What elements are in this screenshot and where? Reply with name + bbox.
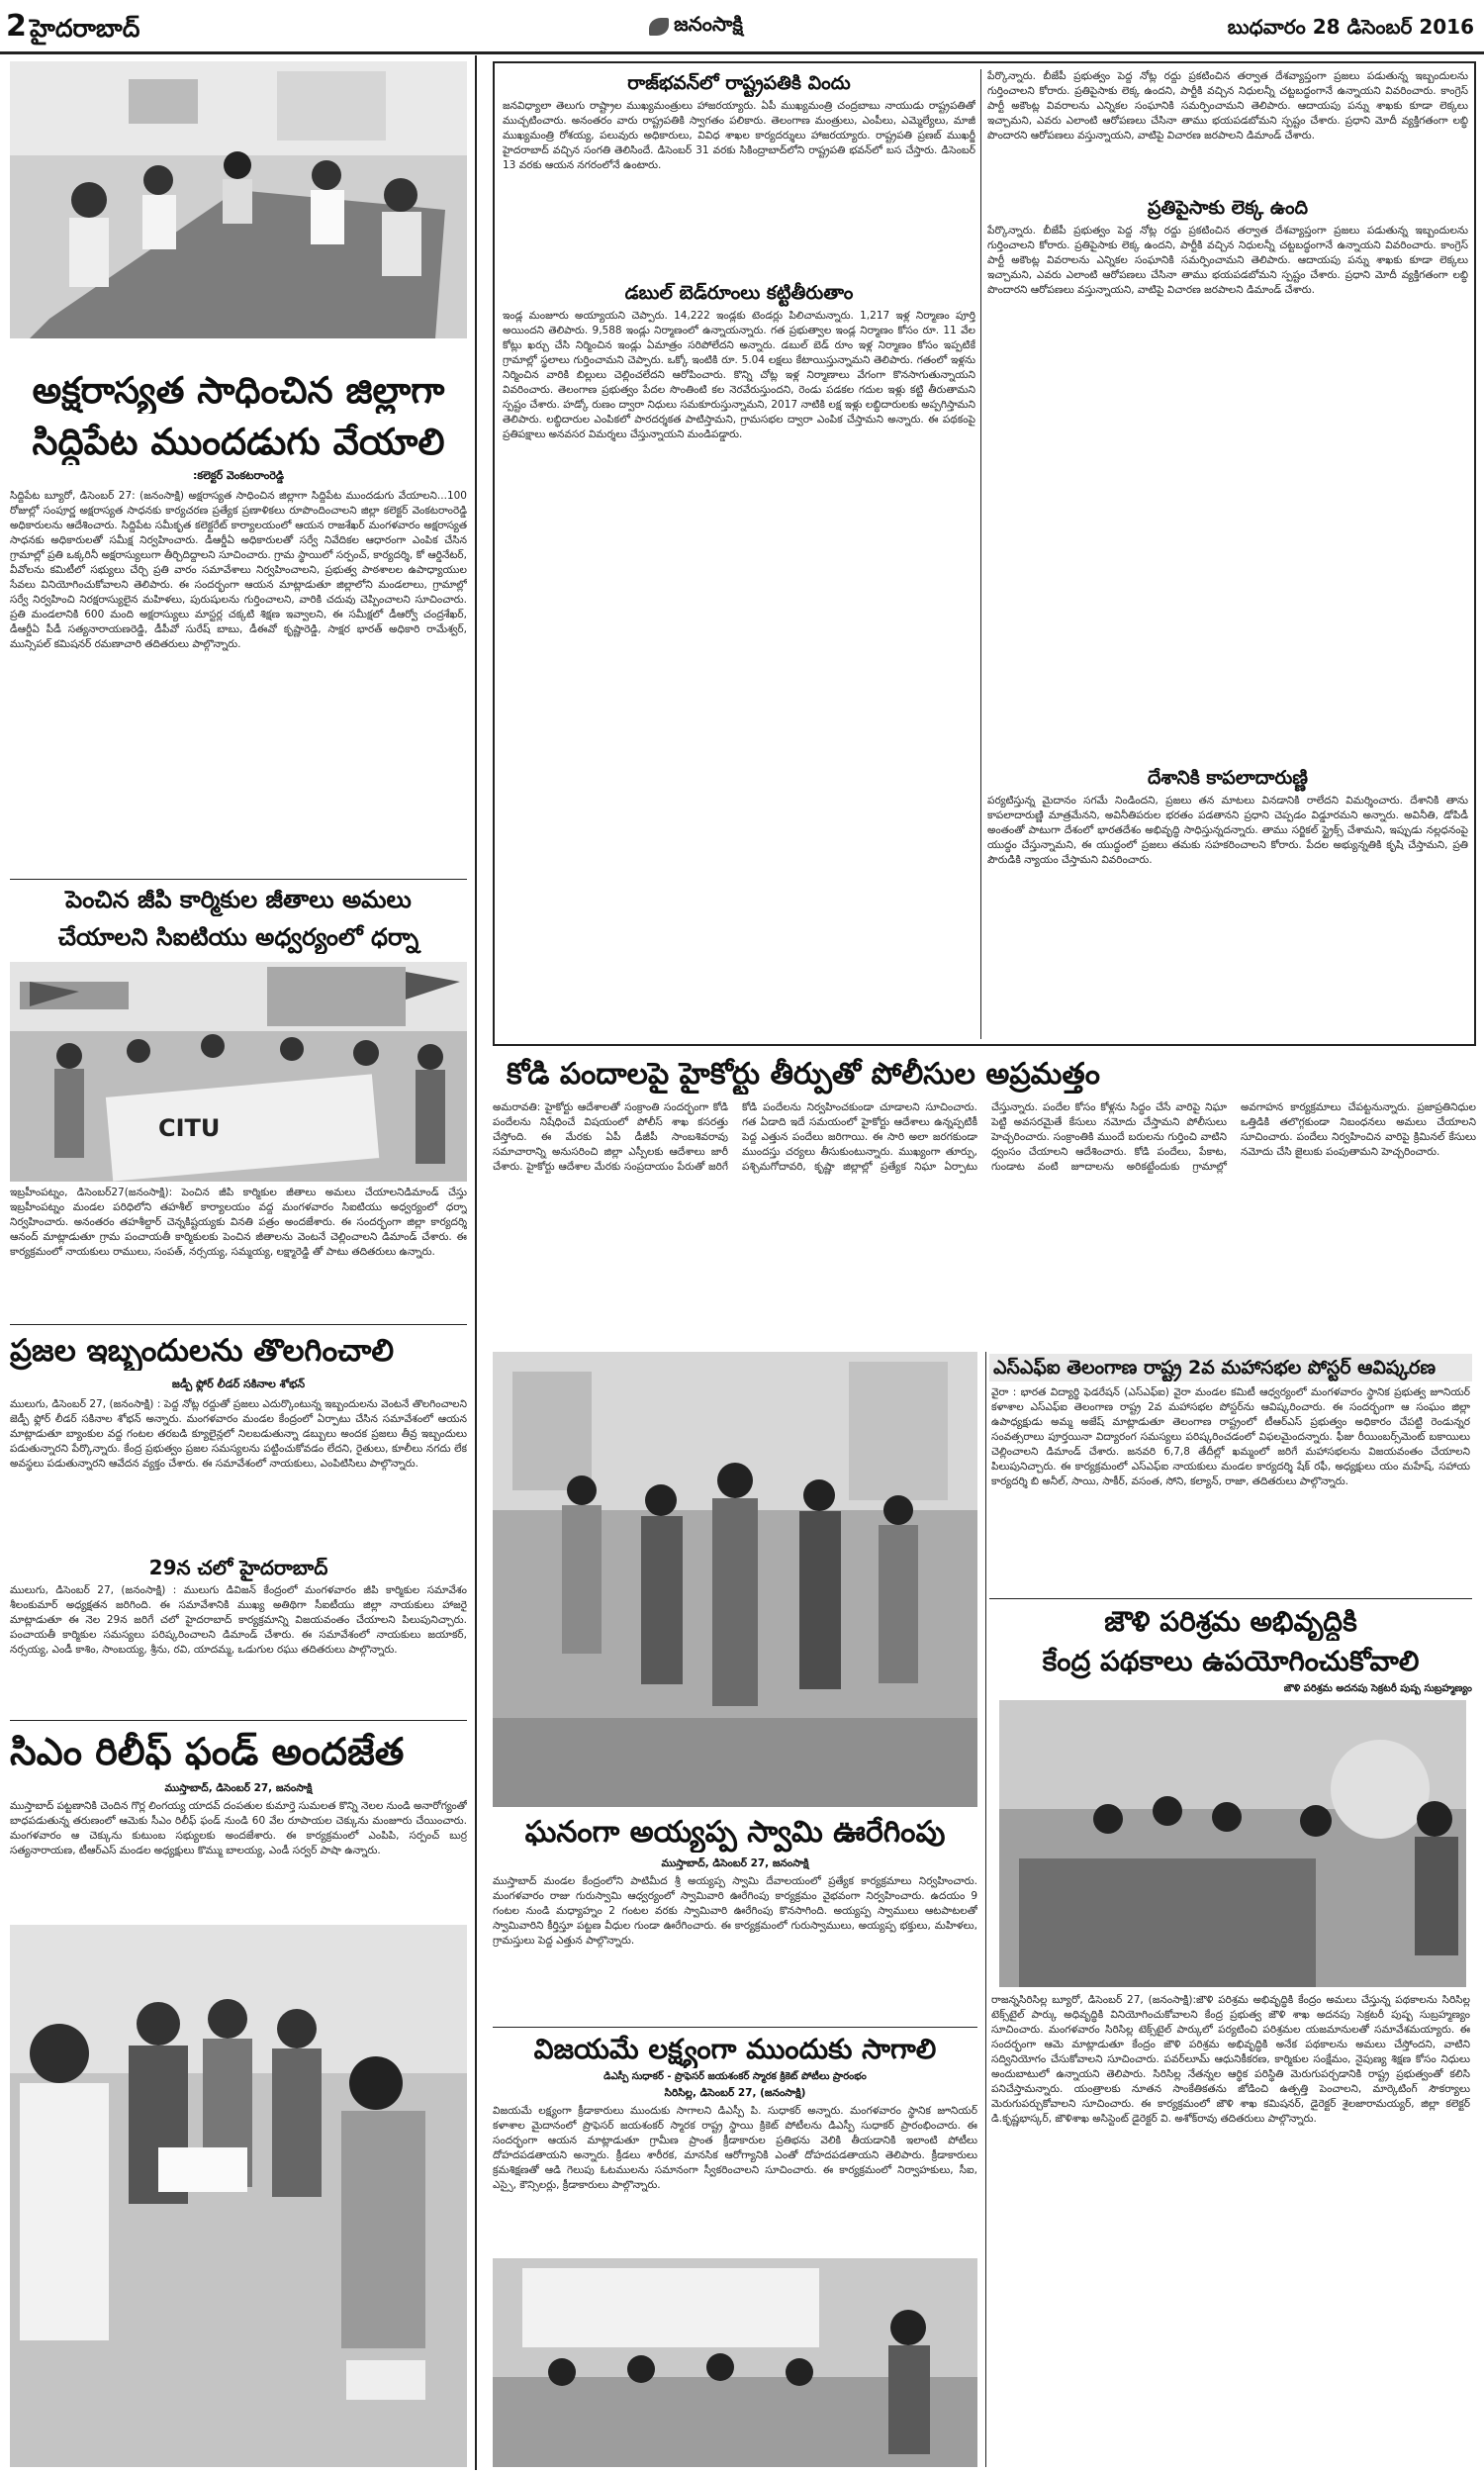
ayyappa-body: ముస్తాబాద్ మండల కేంద్రంలోని పాటిమీద శ్రీ అయ్యప్ప స్వామి దేవాలయంలో ప్రత్యేక కార్యక్రమాలు నిర్వహించారు. మంగళవారం రాజు గురుస్వామి ఆధ్వర్యంలో స్వామివారి ఊరేగింపు కార్యక్రమం వైభవంగా నిర్వహించారు. ఉదయం 9 గంటల నుండి మధ్యాహ్నం 2 గంటల వరకు స్వామివారి ఊరేగింపు కొనసాగింది. అయ్యప్ప స్వాములు ఆటపాటలతో స్వామివారిని కీర్తిస్తూ పట్టణ వీధుల గుండా ఊరేగించారు. ఈ కార్యక్రమంలో గురుస్వాములు, అయ్యప్ప భక్తులు, మహిళలు, గ్రామస్తులు పెద్ద ఎత్తున పాల్గొన్నారు. [493, 1875, 977, 1947]
textile-byline: జౌళి పరిశ్రమ అదనపు సెక్రటరీ పుష్ప సుబ్రహ్మణ్యం [1283, 1683, 1472, 1694]
cricket-dateline: సిరిసిల్ల, డిసెంబర్ 27, (జనంసాక్షి) [664, 2087, 806, 2099]
textile-factory-photo [999, 1700, 1466, 1987]
cricket-subheading: డిఎస్పీ సుధాకర్ - ప్రొఫెసర్ జయశంకర్ స్మారక క్రికెట్ పోటీలు ప్రారంభం [603, 2071, 867, 2082]
cm-relief-dateline: ముస్తాబాద్, డిసెంబర్ 27, జనంసాక్షి [164, 1782, 313, 1794]
chalo-hyderabad-article-body: ములుగు, డిసెంబర్ 27, (జనంసాక్షి) : ములుగు డివిజన్ కేంద్రంలో మంగళవారం జీపి కార్మికుల సమావేశం శీలంకుమార్ అధ్యక్షతన జరిగింది. ఈ సమావేశానికి ముఖ్య అతిథిగా సీఐటీయు జిల్లా నాయకులు హాజరై మాట్లాడుతూ ఈ నెల 29న జరిగే చలో హైదరాబాద్ కార్యక్రమాన్ని విజయవంతం చేయాలని పిలుపునిచ్చారు. పంచాయతీ కార్మికుల సమస్యలు పరిష్కరించాలని డిమాండ్ చేశారు. ఈ సమావేశంలో నాయకులు జయాకర్, నర్సయ్య, ఎండీ కాశిం, సాంబయ్య, శ్రీను, రవి, యాదమ్మ, ఒడుగుల రఘు తదితరులు పాల్గొన్నారు. [10, 1584, 467, 1656]
problems-article-body: ములుగు, డిసెంబర్ 27, (జనంసాక్షి) : పెద్ద నోట్ల రద్దుతో ప్రజలు ఎదుర్కొంటున్న ఇబ్బందులను వెంటనే తొలగించాలని జెడ్పీ ఫ్లోర్ లీడర్ సకినాల శోభన్ అన్నారు. మంగళవారం మండల కేంద్రంలో ఏర్పాటు చేసిన సమావేశంలో ఆయన మాట్లాడుతూ బ్యాంకుల వద్ద గంటల తరబడి క్యూలైన్లలో నిలబడుతున్నా డబ్బులు అందక ప్రజలు తీవ్ర ఇబ్బందులు పడుతున్నారని పేర్కొన్నారు. కేంద్ర ప్రభుత్వం ప్రజల సమస్యలను పట్టించుకోవడం లేదని, రైతులు, కూలీలు నగదు లేక అవస్థలు పడుతున్నారని ఆవేదన వ్యక్తం చేశారు. ఈ సమావేశంలో నాయకులు, ఎంపిటిసిలు పాల్గొన్నారు. [10, 1398, 467, 1470]
divider [989, 1598, 1472, 1599]
sfi-body: వైరా : భారత విద్యార్థి ఫెడరేషన్ (ఎస్ఎఫ్ఐ) వైరా మండల కమిటీ ఆధ్వర్యంలో మంగళవారం స్థానిక ప్రభుత్వ జూనియర్ కళాశాల ఎస్ఎఫ్ఐ తెలంగాణ రాష్ట్ర 2వ మహాసభల పోస్టర్‌ను ఆవిష్కరించారు. ఈ సందర్భంగా ఆ సంఘం జిల్లా ఉపాధ్యక్షుడు అమ్మ అజేష్ మాట్లాడుతూ తెలంగాణ రాష్ట్రంలో టీఆర్ఎస్ ప్రభుత్వం అధికారం చేపట్టి రెండున్నర సంవత్సరాలు పూర్తయినా విద్యారంగ సమస్యలు పరిష్కరించడంలో విఫలమైందన్నారు. ఫీజు రీయింబర్స్‌మెంట్ బకాయిలు చెల్లించాలని డిమాండ్ చేశారు. జనవరి 6,7,8 తేదీల్లో ఖమ్మంలో జరిగే మహాసభలను విజయవంతం చేయాలని పిలుపునిచ్చారు. ఈ కార్యక్రమంలో ఎస్ఎఫ్ఐ నాయకులు మండల కార్యదర్శి షేక్ రఫీ, అధ్యక్షులు యం మహేష్, సహాయ కార్యదర్శి బి అనీల్, సాయి, సాకీర్, వసంత, సోని, కల్యాన్, రాజా, తదితరులు పాల్గొన్నారు. [991, 1386, 1470, 1487]
ayyappa-headline: ఘనంగా అయ్యప్ప స్వామి ఊరేగింపు [524, 1815, 946, 1850]
masthead-rule [0, 51, 1484, 54]
logo-icon [649, 18, 669, 36]
cm-relief-headline: సిఎం రిలీఫ్ ఫండ్ అందజేత [10, 1730, 405, 1773]
textile-body: రాజన్నసిరిసిల్ల బ్యూరో, డిసెంబర్ 27, (జనంసాక్షి):జౌళి పరిశ్రమ అభివృద్ధికి కేంద్రం అమలు చేస్తున్న పథకాలను సిరిసిల్ల టెక్స్‌టైల్ పార్కు అధివృద్ధికి వినియోగించుకోవాలని కేంద్ర ప్రభుత్వ జౌళి శాఖ అదనపు సెక్రటరీ పుష్ప సుబ్రహ్మణ్యం సూచించారు. మంగళవారం సిరిసిల్ల టెక్స్‌టైల్ పార్కులో పర్యటించి పరిశ్రమల యజమానులతో సమావేశమయ్యారు. ఈ సందర్భంగా ఆమె మాట్లాడుతూ కేంద్రం జౌళి పరిశ్రమ అభివృద్ధికి అనేక పథకాలను అమలు చేస్తోందని, వాటిని సద్వినియోగం చేసుకోవాలని సూచించారు. పవర్‌లూమ్ ఆధునికీకరణ, కార్మికుల సంక్షేమం, నైపుణ్య శిక్షణ కోసం నిధులు అందుబాటులో ఉన్నాయని తెలిపారు. సిరిసిల్ల నేతన్నల ఆర్థిక పరిస్థితి మెరుగుపర్చడానికి రాష్ట్ర ప్రభుత్వంతో కలిసి పనిచేస్తామన్నారు. యంత్రాలకు నూతన సాంకేతికతను జోడించి ఉత్పత్తి పెంచాలని, మార్కెటింగ్ సౌకర్యాలు మెరుగుపర్చుకోవాలని సూచించారు. ఈ కార్యక్రమంలో జౌళి శాఖ కమిషనర్, డైరెక్టర్ శైలజారామయ్యర్, జిల్లా కలెక్టర్ డి.కృష్ణభాస్కర్, జౌళిశాఖ అసిస్టెంట్ డైరెక్టర్ వి. అశోక్‌రావు తదితరులు పాల్గొన్నారు. [991, 1994, 1470, 2125]
divider [493, 2027, 977, 2028]
problems-headline: ప్రజల ఇబ్బందులను తొలగించాలి [10, 1333, 395, 1369]
paper-name: జనంసాక్షి [674, 12, 743, 36]
paisa-account-lead-body: పేర్కొన్నారు. బీజేపీ ప్రభుత్వం పెద్ద నోట్ల రద్దు ప్రకటించిన తర్వాత దేశవ్యాప్తంగా ప్రజలు పడుతున్న ఇబ్బందులను గుర్తించాలని కోరారు. ప్రతిపైసాకు లెక్క ఉందని, పార్టీకి వచ్చిన నిధులన్నీ చట్టబద్ధంగానే ఉన్నాయని వివరించారు. కాంగ్రెస్ పార్టీ అకౌంట్ల వివరాలను ఎన్నికల సంఘానికి సమర్పించామని తెలిపారు. ఆదాయపు పన్ను శాఖకు కూడా లెక్కలు ఇచ్చామని, ఎవరు ఎలాంటి ఆరోపణలు చేసినా తాము భయపడబోమని స్పష్టం చేశారు. ప్రధాని మోదీ వ్యక్తిగతంగా లబ్ధి పొందారని ఆరోపణలు వస్తున్నాయని, వాటిపై విచారణ జరపాలని డిమాండ్ చేశారు. [987, 70, 1468, 142]
problems-byline: జడ్పీ ఫ్లోర్ లీడర్ సకినాల శోభన్ [171, 1378, 306, 1390]
literacy-article-body: సిద్దిపేట బ్యూరో, డిసెంబర్ 27: (జనంసాక్షి) అక్షరాస్యత సాధించిన జిల్లాగా సిద్దిపేట ముందడుగు వేయాలని...100 రోజుల్లో సంపూర్ణ అక్షరాస్యత సాధనకు కార్యచరణ ప్రత్యేక ప్రణాళికలు రూపొందించాలని జిల్లా కలెక్టర్ వెంకటరాంరెడ్డి అధికారులను ఆదేశించారు. సిద్దిపేట సమీకృత కలెక్టరేట్ కార్యాలయంలో ఆయన రాజశేఖర్ మంగళవారం అక్షరాస్యత సాధనకు అధికారులతో సమీక్ష నిర్వహించారు. డీఆర్డీఏ అధికారులతో సర్వే నివేదికల ఆధారంగా ఎంపిక చేసిన గ్రామాల్లో ప్రతి ఒక్కరినీ అక్షరాస్యులుగా తీర్చిదిద్దాలని సూచించారు. గ్రామ స్థాయిలో సర్పంచ్, కార్యదర్శి, కో ఆర్డినేటర్, వీవోలను కమిటీలో సభ్యులు చేర్చి ప్రతి వారం సమావేశాలు నిర్వహించాలని, ప్రభుత్వ పాఠశాలల ఉపాధ్యాయుల సేవలు వినియోగించుకోవాలని తెలిపారు. ఈ సందర్భంగా ఆయన మాట్లాడుతూ జిల్లాలోని మండలాలు, గ్రామాల్లో సర్వే నిర్వహించి నిరక్షరాస్యులైన మహిళలు, పురుషులను గుర్తించాలని, వారికి చదువు చెప్పించాలని సూచించారు. ప్రతి మండలానికి 600 మంది అక్షరాస్యులు మాస్టర్ల చక్కటి శిక్షణ ఇవ్వాలని, ఈ సమీక్షలో డీఆర్వో చంద్రశేఖర్, డీఆర్డీఏ పీడీ సత్యనారాయణరెడ్డి, డీపీవో సురేష్ బాబు, డీఈవో కృష్ణారెడ్డి, సాక్షర భారత్ అధికారి రామేశ్వర్, మున్సిపల్ కమిషనర్ రమణాచారి తదితరులు పాల్గొన్నారు. [10, 490, 467, 650]
paisa-account-body: పేర్కొన్నారు. బీజేపీ ప్రభుత్వం పెద్ద నోట్ల రద్దు ప్రకటించిన తర్వాత దేశవ్యాప్తంగా ప్రజలు పడుతున్న ఇబ్బందులను గుర్తించాలని కోరారు. ప్రతిపైసాకు లెక్క ఉందని, పార్టీకి వచ్చిన నిధులన్నీ చట్టబద్ధంగానే ఉన్నాయని వివరించారు. కాంగ్రెస్ పార్టీ అకౌంట్ల వివరాలను ఎన్నికల సంఘానికి సమర్పించామని తెలిపారు. ఆదాయపు పన్ను శాఖకు కూడా లెక్కలు ఇచ్చామని, ఎవరు ఎలాంటి ఆరోపణలు చేసినా తాము భయపడబోమని స్పష్టం చేశారు. ప్రధాని మోదీ వ్యక్తిగతంగా లబ్ధి పొందారని ఆరోపణలు వస్తున్నాయని, వాటిపై విచారణ జరపాలని డిమాండ్ చేశారు. [987, 225, 1468, 296]
divider [10, 879, 467, 880]
cheque-handover-photo [10, 1925, 467, 2467]
gp-workers-article-body: ఇబ్రహీంపట్నం, డిసెంబర్27(జనంసాక్షి): పెంచిన జీపి కార్మికుల జీతాలు అమలు చేయాలనిడిమాండ్ చేస్తు ఇబ్రహీంపట్నం మండల పరిధిలోని తహశీల్ కార్యాలయం వద్ద మంగళవారం సిఐటియు అధ్వర్యంలో ధర్నా నిర్వహించారు. అనంతరం తహశీల్దార్ చెన్నకిష్టయ్యకు వినతి పత్రం అందజేశారు. ఈ సందర్భంగా జిల్లా కార్యదర్శి ఆనంద్ మాట్లాడుతూ గ్రామ పంచాయతీ కార్మికులకు పెంచిన జీతాలను వెంటనే చెల్లించాలని డిమాండ్ చేశారు. ఈ కార్యక్రమంలో నాయకులు రాములు, సంపత్, నర్సయ్య, సమ్మయ్య, లక్ష్మారెడ్డి తో పాటు తదితరులు ఉన్నారు. [10, 1187, 467, 1258]
desh-guardian-body: పర్యటిస్తున్న మైదానం సగమే నిండిందని, ప్రజలు తన మాటలు వినడానికి రాలేదని విమర్శించారు. దేశానికి తాను కాపలాదారుణ్ణి మాత్రమేనని, అవినీతిపరుల భరతం పడతానని ప్రధాని చెప్పడం విడ్డూరమని అన్నారు. అవినీతి, డోపిడీ అంతంతో పాటుగా దేశంలో భారతదేశం అభివృద్ధి సాధిస్తున్నదన్నారు. తాము సర్జికల్ స్ట్రైక్స్ చేశామని, ఇప్పుడు నల్లధనంపై యుద్ధం చేస్తున్నామని, ఈ యుద్ధంలో ప్రజలు తమకు సహకరించాలని కోరారు. పేదల అభ్యున్నతికి కృషి చేస్తామని, ప్రతి పౌరుడికి న్యాయం చేస్తామని వివరించారు. [987, 795, 1468, 866]
divider [10, 1720, 467, 1721]
literacy-headline-line2: సిద్దిపేట ముందడుగు వేయాలి [32, 421, 445, 463]
sfi-headline: ఎస్ఎఫ్ఐ తెలంగాణ రాష్ట్ర 2వ మహాసభల పోస్టర్ ఆవిష్కరణ [989, 1354, 1472, 1381]
procession-photo [493, 1352, 977, 1807]
cricket-body: విజయమే లక్ష్యంగా క్రీడాకారులు ముందుకు సాగాలని డిఎస్పీ పి. సుధాకర్ అన్నారు. మంగళవారం స్థానిక జూనియర్ కళాశాల మైదానంలో ప్రొఫెసర్ జయశంకర్ స్మారక రాష్ట్ర స్థాయి క్రికెట్ పోటీలను డిఎస్పీ సుధాకర్ ప్రారంభించారు. ఈ సందర్భంగా ఆయన మాట్లాడుతూ గ్రామీణ ప్రాంత క్రీడాకారుల ప్రతిభను వెలికి తీయడానికి ఇలాంటి పోటీలు దోహదపడతాయని అన్నారు. క్రీడలు శారీరక, మానసిక ఆరోగ్యానికి ఎంతో దోహదపడతాయని తెలిపారు. క్రీడాకారులు క్రమశిక్షణతో ఆడి గెలుపు ఓటములను సమానంగా స్వీకరించాలని సూచించారు. ఈ కార్యక్రమంలో నిర్వాహకులు, సీఐ, ఎస్సై, కౌన్సిలర్లు, క్రీడాకారులు పాల్గొన్నారు. [493, 2105, 977, 2191]
gp-workers-headline-line1: పెంచిన జీపి కార్మికుల జీతాలు అమలు [65, 886, 412, 913]
paisa-account-headline: ప్రతిపైసాకు లెక్క ఉంది [1147, 197, 1309, 219]
paper-logo [649, 12, 837, 40]
divider [10, 1324, 467, 1325]
city-name: హైదరాబాద్ [30, 14, 140, 43]
double-bedroom-body: ఇండ్ల మంజూరు అయ్యాయని చెప్పారు. 14,222 ఇండ్లకు టెండర్లు పిలిచామన్నారు. 1,217 ఇళ్ల నిర్మాణం పూర్తి అయిందని తెలిపారు. 9,588 ఇండ్లు నిర్మాణంలో ఉన్నాయన్నారు. గత ప్రభుత్వాల ఇండ్ల నిర్మాణం కోసం రూ. 11 వేల కోట్లు ఖర్చు చేసి నిర్మించిన ఇండ్లు ఏమాత్రం సరిపోలేదని అన్నారు. డబుల్ బెడ్ రూం ఇళ్ల నిర్మాణం కోసం ఇప్పటికే గ్రామాల్లో స్థలాలు గుర్తించామని చెప్పారు. ఒక్కో ఇంటికి రూ. 5.04 లక్షలు కేటాయిస్తున్నామని తెలిపారు. గతంలో ఇళ్లను నిర్మించిన వారికి బిల్లులు చెల్లించలేదని ఆరోపించారు. కొన్ని చోట్ల ఇళ్ల నిర్మాణాలు వేగంగా కొనసాగుతున్నాయని వివరించారు. తెలంగాణ ప్రభుత్వం పేదల సొంతింటి కల నెరవేరుస్తుందని, రెండు పడకల గదుల ఇళ్లు కట్టి తీరుతామని స్పష్టం చేశారు. హడ్కో రుణం ద్వారా నిధులు సమకూరుస్తున్నామని, 2017 నాటికి లక్ష ఇళ్లు లబ్ధిదారులకు అప్పగిస్తామని తెలిపారు. లబ్ధిదారుల ఎంపికలో పారదర్శకత పాటిస్తామని, గ్రామసభల ద్వారా ఎంపిక చేస్తామని అన్నారు. ఈ పథకంపై ప్రతిపక్షాలు అనవసర విమర్శలు చేస్తున్నాయని మండిపడ్డారు. [503, 310, 975, 440]
column-rule [980, 69, 981, 1039]
rashtrapati-dinner-headline: రాజ్‌భవన్‌లో రాష్ట్రపతికి విందు [627, 72, 851, 94]
page-number: 2 [6, 9, 27, 44]
issue-date: బుధవారం 28 డిసెంబర్ 2016 [1227, 15, 1474, 39]
meeting-photo [10, 61, 467, 338]
cockfight-headline: కోడి పందాలపై హైకోర్టు తీర్పుతో పోలీసుల అప్రమత్తం [507, 1057, 1100, 1092]
dharna-photo [10, 962, 467, 1182]
desh-guardian-headline: దేశానికి కాపలాదారుణ్ణి [1147, 767, 1309, 789]
textile-headline-line1: జౌళి పరిశ్రమ అభివృద్ధికి [1104, 1605, 1357, 1638]
chalo-hyderabad-headline: 29న చలో హైదరాబాద్ [148, 1556, 328, 1579]
cockfight-body: అమరావతి: హైకోర్టు ఆదేశాలతో సంక్రాంతి సందర్భంగా కోడి పందేలను నిషేధించే విషయంలో పోలీస్ శాఖ కసరత్తు చేస్తోంది. ఈ మేరకు ఏపీ డీజీపీ సాంబశివరావు సమాచారాన్ని అనుసరించి జిల్లా ఎస్పీలకు ఆదేశాలు జారీ చేశారు. హైకోర్టు ఆదేశాల మేరకు సంప్రదాయం పేరుతో జరిగే కోడి పందేలను నిర్వహించకుండా చూడాలని సూచించారు. గత ఏడాది ఇదే సమయంలో హైకోర్టు ఆదేశాలు ఉన్నప్పటికీ పెద్ద ఎత్తున పందేలు జరిగాయి. ఈ సారి అలా జరగకుండా ముందస్తు చర్యలు తీసుకుంటున్నారు. ముఖ్యంగా తూర్పు, పశ్చిమగోదావరి, కృష్ణా జిల్లాల్లో ప్రత్యేక నిఘా ఏర్పాటు చేస్తున్నారు. పందేల కోసం కోళ్లను సిద్ధం చేసే వారిపై నిఘా పెట్టి అవసరమైతే కేసులు నమోదు చేస్తామని పోలీసులు హెచ్చరించారు. సంక్రాంతికి ముందే బరులను గుర్తించి వాటిని ధ్వంసం చేయాలని ఆదేశించారు. కోడి పందేలు, పేకాట, గుండాట వంటి జూదాలను అరికట్టేందుకు గ్రామాల్లో అవగాహన కార్యక్రమాలు చేపట్టనున్నారు. ప్రజాప్రతినిధుల ఒత్తిడికి తలొగ్గకుండా నిబంధనలు అమలు చేయాలని సూచించారు. పందేలు నిర్వహించిన వారిపై క్రిమినల్ కేసులు నమోదు చేసి జైలుకు పంపుతామని హెచ్చరించారు. [493, 1101, 1476, 1173]
double-bedroom-headline: డబుల్ బెడ్‌రూంలు కట్టితీరుతాం [624, 282, 854, 304]
cm-relief-article-body: ముస్తాబాద్ పట్టణానికి చెందిన గొర్ల లింగయ్య యాదవ్ దంపతుల కుమార్తె సుమలత కొన్ని నెలల నుండి అనారోగ్యంతో బాధపడుతున్న తరుణంలో ఆమెకు సీఎం రిలీఫ్ ఫండ్ నుండి 60 వేల రూపాయల చెక్కును మంజూరు చేయించారు. మంగళవారం ఆ చెక్కును కుటుంబ సభ్యులకు అందజేశారు. ఈ కార్యక్రమంలో ఎంపిపి, సర్పంచ్ బుర్ర సత్యనారాయణ, టీఆర్ఎస్ మండల అధ్యక్షులు కొమ్ము బాలయ్య, ఎండీ సర్వర్ పాషా ఉన్నారు. [10, 1800, 467, 1856]
masthead [0, 0, 1484, 51]
left-column-rule [475, 55, 477, 2470]
gp-workers-headline-line2: చేయాలని సిఐటియు అధ్వర్యంలో ధర్నా [57, 923, 419, 951]
cricket-headline: విజయమే లక్ష్యంగా ముందుకు సాగాలి [533, 2033, 937, 2065]
ayyappa-dateline: ముస్తాబాద్, డిసెంబర్ 27, జనంసాక్షి [661, 1857, 809, 1869]
textile-headline-line2: కేంద్ర పథకాలు ఉపయోగించుకోవాలి [1042, 1645, 1420, 1677]
literacy-byline: :కలెక్టర్ వెంకటరాంరెడ్డి [192, 469, 285, 482]
cricket-event-photo [493, 2258, 977, 2467]
rashtrapati-dinner-body: జనవిధ్యాలా తెలుగు రాష్ట్రాల ముఖ్యమంత్రులు హాజరయ్యారు. ఏపీ ముఖ్యమంత్రి చంద్రబాబు నాయుడు రాష్ట్రపతితో ముచ్చటించారు. అనంతరం వారు రాష్ట్రపతికి స్వాగతం పలికారు. తెలంగాణ మంత్రులు, ఎంపీలు, ఎమ్మెల్యేలు, మాజీ ముఖ్యమంత్రి రోశయ్య, పలువురు అధికారులు, వివిధ శాఖల కార్యదర్శులు హాజరయ్యారు. రాష్ట్రపతి ప్రణబ్ ముఖర్జీ హైదరాబాద్ వచ్చిన సంగతి తెలిసిందే. డిసెంబర్ 31 వరకు సికింద్రాబాద్‌లోని రాష్ట్రపతి భవన్‌లో బస చేస్తారు. డిసెంబర్ 13 వరకు ఆయన నగరంలోనే ఉంటారు. [503, 100, 975, 171]
literacy-headline-line1: అక్షరాస్యత సాధించిన జిల్లాగా [32, 369, 445, 412]
svg-text:CITU: CITU [158, 1114, 221, 1142]
